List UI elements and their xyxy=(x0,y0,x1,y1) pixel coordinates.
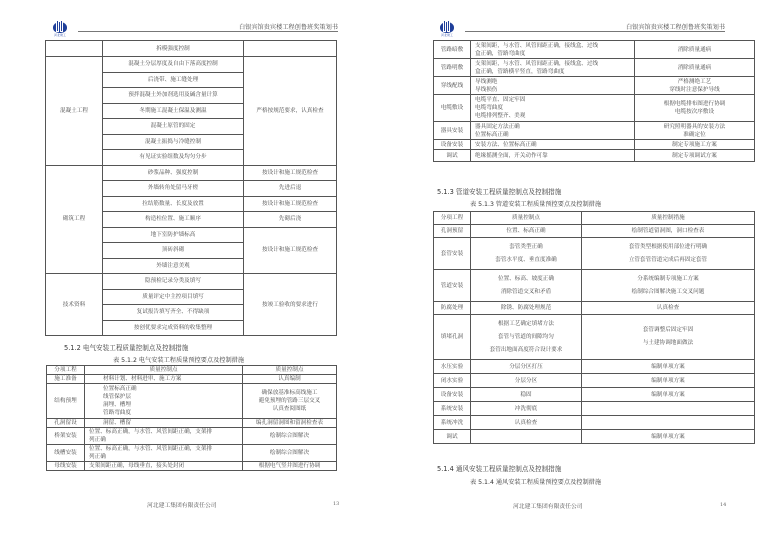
cell-measure xyxy=(582,416,755,430)
cell-item: 设备安装 xyxy=(434,140,471,150)
cell-measure: 认真编制 xyxy=(243,375,337,384)
logo-bar-icon xyxy=(60,20,63,32)
cell-point: 分层分区打压 xyxy=(471,360,582,374)
measure-line: 严格测绝工艺 xyxy=(677,78,712,85)
cell-measure: 按设计和施工规范检查 xyxy=(244,227,337,274)
point-line: 位置、标高正确，与水管、风管间距正确，支架排 xyxy=(89,429,213,435)
measure-line: 立管套管管道完成后再固定套管 xyxy=(628,256,708,263)
point-line: 盒正确，管路弯曲度 xyxy=(475,50,526,57)
cell-point xyxy=(471,59,635,77)
cell-item: 孔洞预留 xyxy=(434,225,471,238)
table-row xyxy=(46,165,337,181)
header-rule xyxy=(78,31,338,32)
measure-line: 准确定位 xyxy=(683,131,706,138)
cell-point: 材料计划、材料进审、施工方案 xyxy=(85,375,243,384)
table-row xyxy=(46,57,337,73)
point-line: 消除管道交叉和矛盾 xyxy=(500,288,552,295)
cell-measure xyxy=(243,384,337,419)
cell-point xyxy=(471,95,635,122)
cell-point: 质量评定中主控项目填写 xyxy=(103,289,244,305)
cell-point: 外墙转角处留马牙槎 xyxy=(103,181,244,197)
cell-point xyxy=(471,315,582,360)
page-number: 13 xyxy=(333,501,340,507)
table-row xyxy=(434,41,755,59)
table-row xyxy=(434,430,755,444)
page-footer-company: 河北建工集团有限责任公司 xyxy=(513,504,583,510)
table-row xyxy=(434,59,755,77)
point-line: 电缆弯曲度 xyxy=(475,105,503,111)
cell-item: 调试 xyxy=(434,150,471,162)
table-row xyxy=(434,95,755,122)
cell-point: 顶砖斜砌 xyxy=(103,243,244,259)
cell-point: 外墙注意美观 xyxy=(103,258,244,274)
cell-item: 管路明敷 xyxy=(434,59,471,77)
column-header: 质量控制点 xyxy=(243,366,337,375)
table-header-row xyxy=(434,212,755,225)
table-row xyxy=(434,225,755,238)
cell-measure xyxy=(582,238,755,270)
point-line: 套管与管道的间隙均匀 xyxy=(498,333,554,340)
cell-point: 混凝土分层厚度及自由下落高度控制 xyxy=(103,57,244,73)
cell-point xyxy=(471,270,582,302)
cell-item: 孔洞留设 xyxy=(47,419,85,428)
cell-point: 拆模强度控制 xyxy=(103,41,244,57)
piping-quality-table xyxy=(433,211,755,444)
table-row xyxy=(47,384,337,419)
cell-item: 填堵孔洞 xyxy=(434,315,471,360)
measure-line: 绘制综合图解决施工交叉问题 xyxy=(631,288,705,295)
cell-measure xyxy=(635,95,755,122)
cell-measure: 根据电气竖井图进行协调 xyxy=(243,462,337,471)
cell-point: 冲洗彻底 xyxy=(471,402,582,416)
table-header-row xyxy=(47,366,337,375)
measure-line: 电缆按次序敷设 xyxy=(674,109,715,115)
cell-measure: 编制单项方案 xyxy=(582,360,755,374)
cell-item: 管道安装 xyxy=(434,270,471,302)
cell-measure: 编制单项方案 xyxy=(582,388,755,402)
cell-point: 复试报告填写齐全、不得缺项 xyxy=(103,305,244,321)
point-line: 支架间距，与水管、风管间距正确，接线盒、过线 xyxy=(475,60,599,67)
cell-measure: 编制单项方案 xyxy=(582,430,755,444)
cell-measure: 严格按规范要求，认真检查 xyxy=(244,57,337,166)
measure-line: 避免预埋的管路三层交叉 xyxy=(258,398,321,404)
point-line: 支架间距，与水管、风管间距正确，接线盒、过线 xyxy=(475,42,599,49)
cell-measure: 绘制管道留洞图，洞口检查表 xyxy=(582,225,755,238)
quality-table-civil xyxy=(45,40,337,336)
cell-point: 位置、标高正确 xyxy=(471,225,582,238)
cell-point: 地下室防护墙标高 xyxy=(103,227,244,243)
table-row xyxy=(47,419,337,428)
page-number: 14 xyxy=(720,502,727,508)
company-logo xyxy=(438,20,456,38)
cell-point: 预拌混凝土外加剂选用及碱含量计算 xyxy=(103,88,244,104)
point-line: 套管水平度、垂直度准确 xyxy=(495,256,557,263)
table-caption-5-1-4: 表 5.1.4 通风安装工程质量预控要点及控制措施 xyxy=(470,479,602,486)
cell-item: 穿线配线 xyxy=(434,77,471,95)
column-header: 分项工程 xyxy=(434,212,471,225)
cell-point: 后浇带、施工缝处理 xyxy=(103,72,244,88)
column-header: 质量控制措施 xyxy=(582,212,755,225)
point-line: 器具固定方法正确 xyxy=(475,123,520,130)
measure-line: 与土建协调地面做法 xyxy=(642,340,694,346)
cell-point: 砂浆品种、强度控制 xyxy=(103,165,244,181)
cell-point xyxy=(471,430,582,444)
point-line: 导线损伤 xyxy=(475,86,498,93)
cell-group xyxy=(46,41,103,57)
cell-measure: 制定专项调试方案 xyxy=(635,150,755,162)
measure-line: 研究照明器具的安装方法 xyxy=(663,123,726,130)
cell-point: 有见证实验组数及均匀分步 xyxy=(103,150,244,166)
table-row xyxy=(434,77,755,95)
point-line: 套管出地面高度符合设计要求 xyxy=(489,346,563,353)
cell-point xyxy=(471,77,635,95)
cell-item: 施工准备 xyxy=(47,375,85,384)
point-line: 根据工艺确定填堵方法 xyxy=(498,320,554,327)
cell-item: 闭水实验 xyxy=(434,374,471,388)
table-row xyxy=(434,238,755,270)
cell-item: 电缆敷设 xyxy=(434,95,471,122)
cell-item: 调试 xyxy=(434,430,471,444)
cell-item: 管路暗敷 xyxy=(434,41,471,59)
cell-point: 分层分区 xyxy=(471,374,582,388)
cell-point: 支架间距正确，母线垂直，接头处封闭 xyxy=(85,462,243,471)
cell-point: 混凝土原管的固定 xyxy=(103,119,244,135)
cell-point: 安装方法、位置标高正确 xyxy=(471,140,635,150)
measure-line: 确保放基准标高线施工 xyxy=(261,390,318,396)
cell-measure: 制定专项施工方案 xyxy=(635,140,755,150)
cell-point xyxy=(85,445,243,462)
electrical-quality-table-continued xyxy=(433,40,755,162)
column-header: 质量控制点 xyxy=(471,212,582,225)
table-row xyxy=(47,375,337,384)
point-line: 位置标高正确 xyxy=(475,131,509,138)
header-title: 白银宾馆贵宾楼工程创鲁班奖策划书 xyxy=(239,24,338,31)
cell-point: 按创优要求完成资料的收集整理 xyxy=(103,320,244,336)
measure-line: 根据电缆排布图进行协调 xyxy=(663,101,726,107)
cell-item: 线槽安装 xyxy=(47,445,85,462)
company-logo xyxy=(51,20,69,38)
cell-point: 构造柱位置、施工顺序 xyxy=(103,212,244,228)
cell-measure: 绘制综合图解决 xyxy=(243,428,337,445)
cell-measure: 绘制综合图解决 xyxy=(243,445,337,462)
cell-measure: 按竣工验收的要求进行 xyxy=(244,274,337,336)
point-line: 位置、标高正确，与水管、风管间距正确，支架排 xyxy=(89,446,213,452)
cell-measure: 按设计和施工规范检查 xyxy=(244,196,337,212)
point-line: 盒正确，管路横平竖直，管路弯曲度 xyxy=(475,68,565,75)
column-header: 分项工程 xyxy=(47,366,85,375)
point-line: 位置、标高、坡度正确 xyxy=(498,275,554,282)
header-title: 白银宾馆贵宾楼工程创鲁班奖策划书 xyxy=(626,24,725,31)
cell-item: 器具安装 xyxy=(434,122,471,140)
cell-point: 混凝土振捣与冷缝控制 xyxy=(103,134,244,150)
cell-measure: 编孔洞留洞图和留洞检查表 xyxy=(243,419,337,428)
point-line: 洞埋、槽埋 xyxy=(103,402,131,408)
cell-measure xyxy=(582,402,755,416)
cell-measure xyxy=(635,77,755,95)
point-line: 位置标高正确 xyxy=(103,386,137,392)
table-row xyxy=(434,302,755,315)
cell-point xyxy=(471,41,635,59)
cell-item: 母线安装 xyxy=(47,462,85,471)
table-row xyxy=(434,315,755,360)
logo-bar-icon xyxy=(447,20,450,32)
measure-line: 套管调整后固定牢固 xyxy=(642,327,694,333)
table-row xyxy=(434,360,755,374)
cell-item: 防腐处理 xyxy=(434,302,471,315)
table-row xyxy=(434,150,755,162)
cell-item: 结构预埋 xyxy=(47,384,85,419)
point-line: 列正确 xyxy=(89,437,106,443)
cell-measure xyxy=(582,270,755,302)
section-heading-5-1-4: 5.1.4 通风安装工程质量控制点及控制措施 xyxy=(437,465,562,473)
cell-item: 水压实验 xyxy=(434,360,471,374)
cell-measure: 先砌后浇 xyxy=(244,212,337,228)
document-page-14 xyxy=(380,0,760,534)
point-line: 列正确 xyxy=(89,454,106,460)
page-footer-company: 河北建工集团有限责任公司 xyxy=(147,503,217,509)
point-line: 电缆排列整齐、美观 xyxy=(475,113,526,119)
section-heading-5-1-2: 5.1.2 电气安装工程质量控制点及控制措施 xyxy=(64,344,189,352)
cell-point: 隐预检记录分类及填写 xyxy=(103,274,244,290)
measure-line: 认真查阅图纸 xyxy=(272,406,307,412)
point-line: 导线测绝 xyxy=(475,78,498,85)
cell-item: 系统冲洗 xyxy=(434,416,471,430)
table-row xyxy=(434,270,755,302)
cell-measure: 按设计和施工规范检查 xyxy=(244,165,337,181)
cell-point xyxy=(85,428,243,445)
cell-group: 砌筑工程 xyxy=(46,165,103,274)
cell-item: 套管安装 xyxy=(434,238,471,270)
table-row xyxy=(434,140,755,150)
cell-measure: 认真检查 xyxy=(582,302,755,315)
cell-measure xyxy=(244,41,337,57)
point-line: 套管类型正确 xyxy=(509,243,543,250)
table-row xyxy=(47,462,337,471)
table-row xyxy=(434,122,755,140)
logo-bar-icon xyxy=(56,20,59,32)
cell-point: 拉结筋数量、长度及放置 xyxy=(103,196,244,212)
header-rule xyxy=(465,31,725,32)
cell-group: 技术资料 xyxy=(46,274,103,336)
cell-point: 洞留、槽留 xyxy=(85,419,243,428)
table-row xyxy=(434,416,755,430)
table-row xyxy=(47,428,337,445)
logo-bar-icon xyxy=(443,20,446,32)
table-row xyxy=(46,41,337,57)
cell-point xyxy=(85,384,243,419)
cell-point: 绝缘摇测全面，开关动作可靠 xyxy=(471,150,635,162)
cell-point: 除锈、防腐处理规范 xyxy=(471,302,582,315)
cell-point xyxy=(471,238,582,270)
measure-line: 套管类型根据使用部位进行明确 xyxy=(628,243,708,250)
cell-point xyxy=(471,122,635,140)
table-row xyxy=(47,445,337,462)
table-row xyxy=(434,402,755,416)
table-caption-5-1-3: 表 5.1.3 管道安装工程质量预控要点及控制措施 xyxy=(470,201,602,208)
logo-caption: 河北建工 xyxy=(440,33,453,37)
cell-measure: 先进后退 xyxy=(244,181,337,197)
point-line: 电缆平直、固定牢固 xyxy=(475,97,526,103)
table-caption-5-1-2: 表 5.1.2 电气安装工程质量预控要点及控制措施 xyxy=(113,357,245,364)
cell-item: 桥架安装 xyxy=(47,428,85,445)
measure-line: 穿线时注意保护导线 xyxy=(669,86,720,93)
section-heading-5-1-3: 5.1.3 管道安装工程质量控制点及控制措施 xyxy=(437,188,562,196)
measure-line: 分系统编制专项施工方案 xyxy=(637,275,699,282)
logo-caption: 河北建工 xyxy=(53,33,66,37)
cell-point: 认真检查 xyxy=(471,416,582,430)
cell-point: 冬期施工混凝土保温及测温 xyxy=(103,103,244,119)
cell-group: 混凝土工程 xyxy=(46,57,103,166)
cell-measure xyxy=(635,122,755,140)
cell-item: 设备安装 xyxy=(434,388,471,402)
table-row xyxy=(434,374,755,388)
table-row xyxy=(434,388,755,402)
cell-measure: 消除质量通病 xyxy=(635,41,755,59)
column-header: 质量控制点 xyxy=(85,366,243,375)
electrical-quality-table xyxy=(46,365,337,471)
cell-measure xyxy=(582,315,755,360)
point-line: 管路弯曲度 xyxy=(103,410,131,416)
point-line: 线管保护层 xyxy=(103,394,131,400)
cell-item: 系统安装 xyxy=(434,402,471,416)
table-row xyxy=(46,274,337,290)
cell-measure: 编制单项方案 xyxy=(582,374,755,388)
cell-measure: 消除质量通病 xyxy=(635,59,755,77)
cell-point: 稳固 xyxy=(471,388,582,402)
